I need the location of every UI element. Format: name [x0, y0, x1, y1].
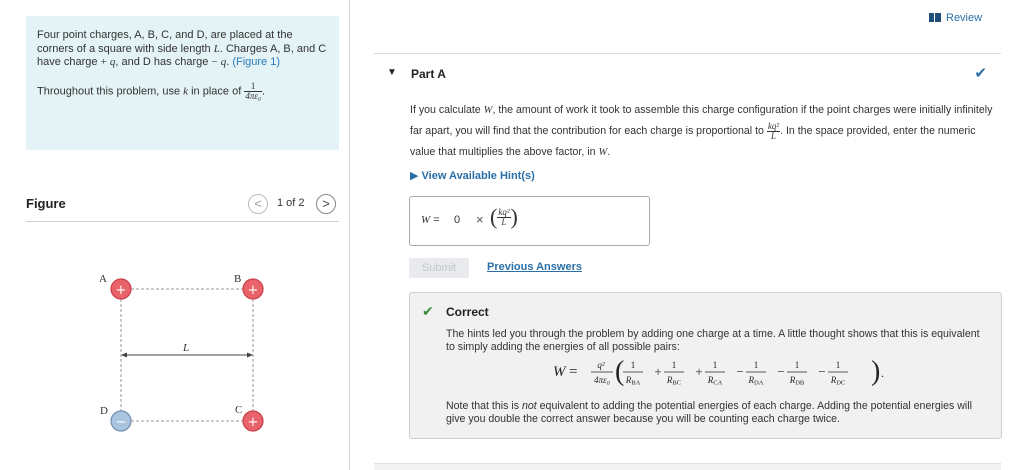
- charge-B-label: B: [234, 273, 242, 285]
- eq-equals: =: [569, 364, 578, 380]
- intro-text: Four point charges, A, B, C, and D, are placed at the corners of a square with side length: [37, 29, 293, 55]
- question-fragment: . In the space provided, enter the numeric value that multiplies the above factor, in: [410, 125, 976, 158]
- eq-term-sign: −: [818, 364, 826, 379]
- eq-term-denominator: RDB: [789, 375, 805, 387]
- figure-prev-button[interactable]: <: [248, 194, 268, 214]
- eq-prefactor-denominator: 4πε₀: [594, 375, 610, 385]
- book-icon: [929, 13, 941, 22]
- dimension-arrow-left: [121, 353, 127, 358]
- plus-icon: +: [115, 283, 127, 298]
- dimension-arrow-right: [247, 353, 253, 358]
- minus-icon: −: [115, 415, 127, 430]
- answer-label: [421, 214, 440, 226]
- math-W: W: [598, 147, 608, 158]
- plus-icon: +: [247, 415, 259, 430]
- math-q: q: [220, 56, 227, 68]
- eq-term-numerator: 1: [712, 360, 718, 370]
- eq-open-paren: (: [615, 356, 625, 387]
- answer-input[interactable]: 0: [454, 214, 461, 226]
- charge-square-figure: [90, 262, 290, 442]
- math-q: q: [109, 56, 116, 68]
- feedback-note: [446, 400, 986, 426]
- note-emphasis: not: [521, 400, 537, 412]
- eq-terms: [623, 360, 848, 387]
- eq-term-numerator: 1: [753, 360, 759, 370]
- figure-next-button[interactable]: >: [316, 194, 336, 214]
- intro-paragraph-2: [37, 82, 328, 101]
- charge-C-label: C: [235, 404, 243, 416]
- intro-text: Throughout this problem, use: [37, 84, 181, 97]
- eq-term-sign: −: [736, 364, 744, 379]
- figure-pager-text: 1 of 2: [277, 197, 305, 209]
- feedback-title: Correct: [446, 305, 489, 319]
- note-fragment: equivalent to adding the potential energies of each charge. Adding the potential energies will give you double the correct answer because you will be counting each charge twice.: [446, 400, 972, 425]
- submit-button[interactable]: Submit: [409, 258, 469, 278]
- collapse-triangle-icon[interactable]: ▼: [387, 67, 397, 78]
- eq-W: W: [553, 364, 566, 380]
- previous-answers-link[interactable]: Previous Answers: [487, 261, 582, 273]
- left-pane: [0, 0, 350, 470]
- review-button[interactable]: [929, 12, 982, 24]
- question-fragment: If you calculate: [410, 104, 481, 116]
- figure-link[interactable]: (Figure 1): [232, 56, 280, 68]
- review-label: Review: [946, 12, 983, 24]
- intro-text: in place of: [191, 84, 242, 97]
- plus-icon: +: [247, 283, 259, 298]
- math-k: k: [183, 84, 189, 97]
- eq-term-sign: +: [654, 364, 662, 379]
- fraction-numerator: kq²: [767, 120, 780, 131]
- math-W: W: [483, 105, 493, 116]
- pair-energy-equation: [553, 353, 893, 393]
- question-fragment: , the amount of work it took to assemble this charge configuration if the point charges were initially infinitely far apart, you will find that the contribution for each charge is proportional to: [410, 104, 993, 137]
- eq-term-denominator: RDA: [748, 375, 764, 387]
- eq-term-numerator: 1: [794, 360, 800, 370]
- correct-check-icon: ✔: [422, 303, 434, 319]
- next-part-panel: [374, 463, 1001, 470]
- charge-A-label: A: [99, 273, 107, 285]
- math-minus: −: [211, 56, 218, 68]
- eq-term-denominator: RBA: [625, 375, 641, 387]
- eq-term-numerator: 1: [671, 360, 677, 370]
- math-plus: +: [100, 56, 107, 68]
- note-fragment: Note that this is: [446, 400, 520, 412]
- intro-text: .: [226, 56, 230, 68]
- equals-sign: =: [430, 214, 440, 226]
- intro-text: , and D has charge: [115, 56, 209, 68]
- eq-term-numerator: 1: [630, 360, 636, 370]
- feedback-box: [409, 292, 1002, 439]
- fraction-numerator: 1: [250, 80, 256, 91]
- intro-paragraph-1: [37, 29, 328, 70]
- times-sign: ×: [476, 212, 484, 227]
- eq-period: .: [881, 366, 884, 380]
- fraction-denominator: L: [497, 217, 510, 227]
- eq-term-sign: −: [777, 364, 785, 379]
- eq-term-sign: +: [695, 364, 703, 379]
- eq-close-paren: ): [871, 356, 881, 387]
- charge-D-label: D: [100, 405, 108, 417]
- eq-term-numerator: 1: [835, 360, 841, 370]
- answer-box: [409, 196, 650, 246]
- feedback-text: The hints led you through the problem by adding one charge at a time. A little thought shows that this is equivalent to simply adding the energies of all possible pairs:: [446, 328, 980, 353]
- eq-term-denominator: RDC: [830, 375, 846, 387]
- part-a-header[interactable]: [374, 53, 1001, 93]
- fraction-numerator: kq²: [498, 206, 510, 217]
- fraction-1-over-4pi-eps0: [244, 82, 262, 101]
- part-title: Part A: [411, 67, 446, 81]
- fraction-kq2-over-L: [497, 208, 510, 227]
- fraction-kq2-over-L: [767, 122, 780, 141]
- math-W: W: [421, 214, 431, 226]
- part-complete-check-icon: ✔: [974, 65, 987, 82]
- question-fragment: .: [607, 146, 611, 158]
- eq-term-denominator: RCA: [707, 375, 723, 387]
- eq-term-denominator: RBC: [666, 375, 682, 387]
- eq-prefactor-numerator: q²: [597, 360, 605, 370]
- figure-header: [26, 194, 339, 222]
- view-hints-link[interactable]: ▶ View Available Hint(s): [410, 170, 535, 182]
- figure-title: Figure: [26, 196, 66, 211]
- problem-intro: [26, 16, 339, 150]
- intro-text: . Charges A, B, and C have charge: [37, 42, 327, 68]
- answer-factor: ( $\frac{\text{kq²}}{L}$ ): [490, 204, 518, 229]
- side-length-label: L: [183, 342, 190, 354]
- intro-text: .: [262, 84, 266, 97]
- question-text: [410, 100, 1002, 163]
- fraction-denominator: 4πε₀: [245, 90, 262, 101]
- math-L: L: [213, 42, 220, 55]
- fraction-denominator: L: [767, 131, 780, 141]
